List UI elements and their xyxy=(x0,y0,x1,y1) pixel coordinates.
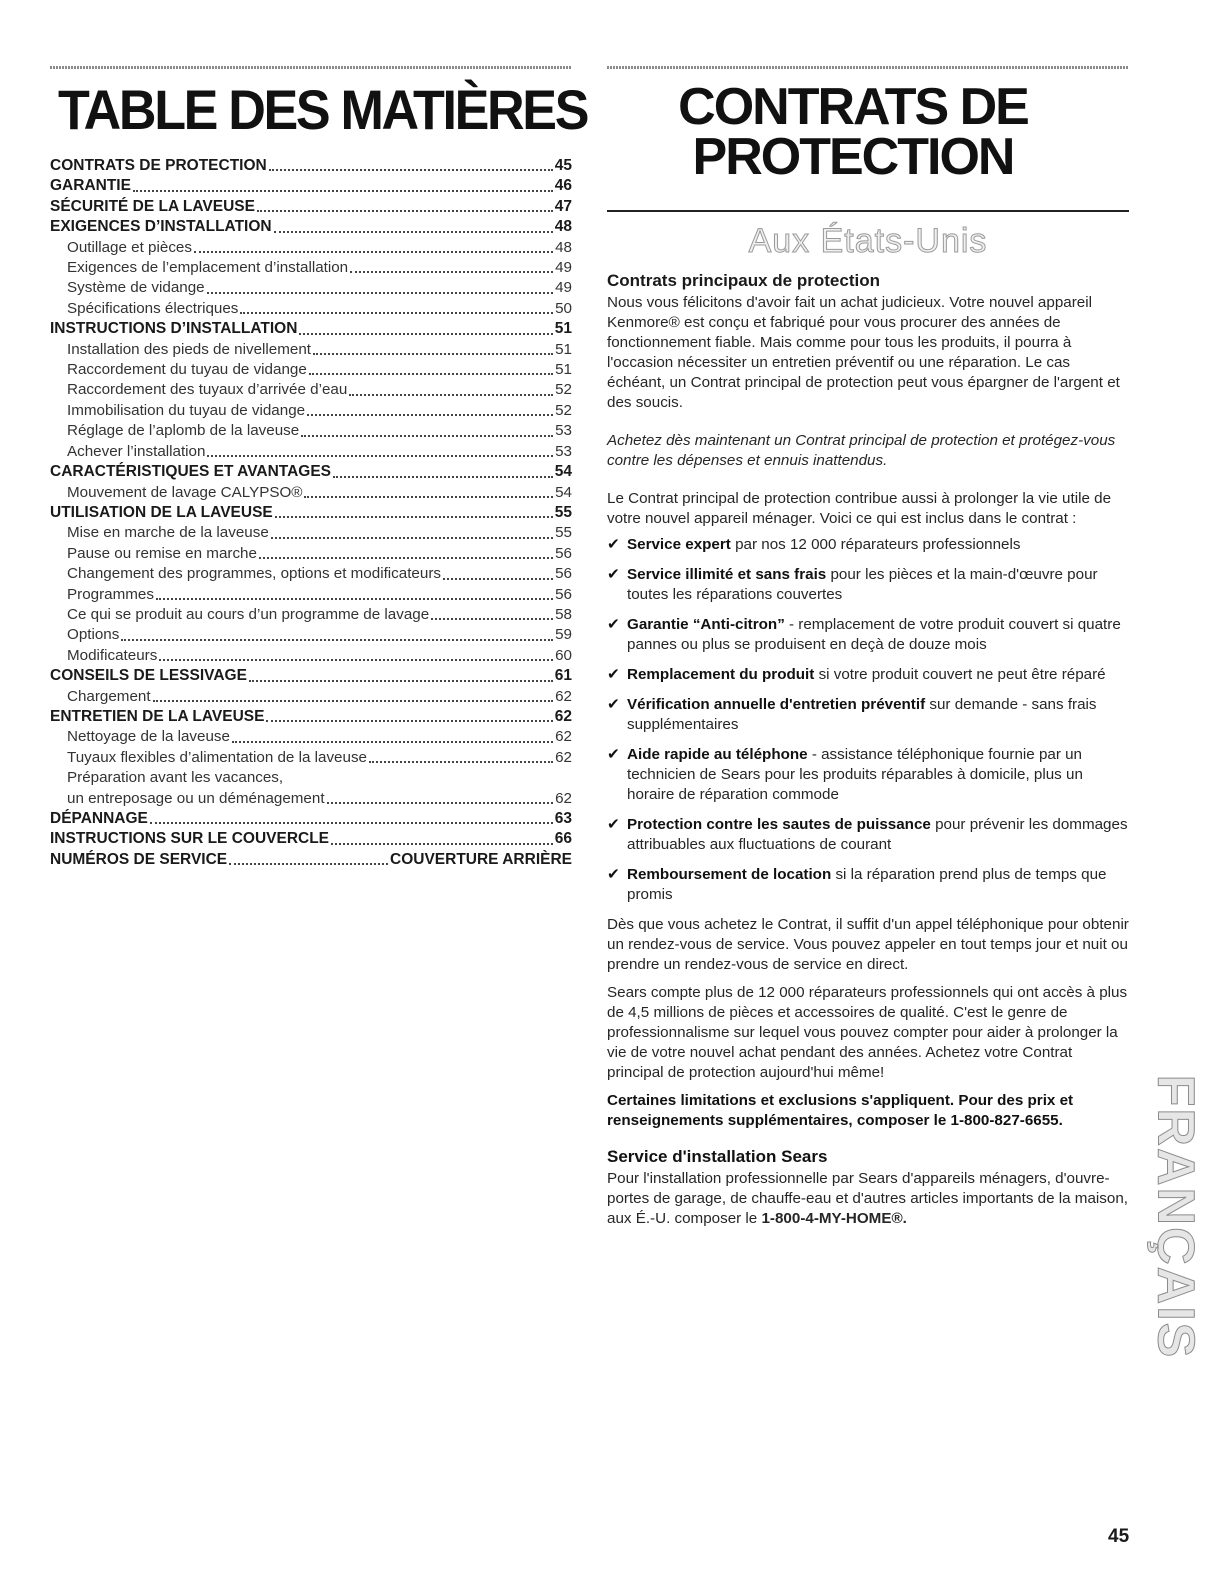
toc-entry xyxy=(50,503,572,523)
benefit-title: Remboursement de location xyxy=(627,866,832,883)
toc-entry-title: CARACTÉRISTIQUES ET AVANTAGES xyxy=(50,463,332,481)
toc-dot-leader xyxy=(307,413,553,416)
toc-dot-leader xyxy=(240,311,553,314)
toc-dot-leader xyxy=(229,862,388,865)
toc-entry-title: Achever l’installation xyxy=(67,442,206,460)
toc-dot-leader xyxy=(274,230,553,233)
toc-entry-page: 61 xyxy=(554,667,572,685)
toc-entry-title: Raccordement du tuyau de vidange xyxy=(67,361,307,379)
toc-entry xyxy=(50,217,572,237)
toc-entry-page: 59 xyxy=(555,626,572,644)
benefit-item xyxy=(607,865,1129,905)
toc-entry xyxy=(50,176,572,196)
toc-dot-leader xyxy=(304,495,553,498)
toc-dot-leader xyxy=(257,209,553,212)
toc-dot-leader xyxy=(207,454,553,457)
benefit-title: Protection contre les sautes de puissance xyxy=(627,816,931,833)
benefit-title: Service illimité et sans frais xyxy=(627,566,827,583)
toc-dot-leader xyxy=(443,577,553,580)
toc-dot-leader xyxy=(133,189,553,192)
checkmark-icon: ✔ xyxy=(607,666,620,683)
checkmark-icon: ✔ xyxy=(607,746,620,763)
benefit-description: pour les pièces et la main-d'œuvre pour toutes les réparations couvertes xyxy=(627,566,1098,603)
toc-entry-page: 50 xyxy=(555,299,572,317)
toc-entry-title: Ce qui se produit au cours d’un programme de lavage xyxy=(67,605,430,623)
toc-entry-page: 62 xyxy=(555,728,572,746)
toc-entry xyxy=(50,258,572,278)
toc-entry xyxy=(50,360,572,380)
toc-entry-title: Immobilisation du tuyau de vidange xyxy=(67,401,306,419)
toc-dot-leader xyxy=(156,597,553,600)
toc-entry-title: Mouvement de lavage CALYPSO® xyxy=(67,483,303,501)
toc-entry-page: 56 xyxy=(555,585,572,603)
toc-entry-page: 45 xyxy=(554,157,572,174)
toc-entry-page: 47 xyxy=(554,197,572,215)
benefit-description: - assistance téléphonique fournie par un technicien de Sears pour les produits réparables à domicile, plus un horaire de réparation commode xyxy=(627,746,1083,803)
table-of-contents-column xyxy=(50,60,588,870)
toc-entry-title: EXIGENCES D’INSTALLATION xyxy=(50,218,272,236)
section-title-line-2: PROTECTION xyxy=(692,128,1014,186)
checkmark-icon: ✔ xyxy=(607,616,620,633)
toc-entry-page: 46 xyxy=(554,177,572,195)
benefit-description: par nos 12 000 réparateurs professionnels xyxy=(730,536,1021,553)
toc-dot-leader xyxy=(266,719,552,722)
toc-entry-page: 62 xyxy=(554,707,572,725)
toc-entry xyxy=(50,442,572,462)
benefit-description: - remplacement de votre produit couvert si quatre pannes ou plus se produisent en deçà de douze mois xyxy=(627,616,1121,653)
benefit-item xyxy=(607,535,1129,555)
toc-entry xyxy=(50,278,572,298)
toc-dot-leader xyxy=(431,617,553,620)
toc-entry-title: INSTRUCTIONS D’INSTALLATION xyxy=(50,320,298,338)
toc-entry xyxy=(50,768,572,788)
toc-entry-title: Réglage de l’aplomb de la laveuse xyxy=(67,422,300,440)
toc-entry xyxy=(50,421,572,441)
toc-entry xyxy=(50,727,572,747)
toc-dot-leader xyxy=(313,352,553,355)
toc-dot-leader xyxy=(259,556,553,559)
toc-dot-leader xyxy=(232,740,553,743)
toc-dot-leader xyxy=(309,372,553,375)
checkmark-icon: ✔ xyxy=(607,566,620,583)
toc-entry xyxy=(50,789,572,809)
toc-entry-page: 56 xyxy=(555,565,572,583)
toc-entry-page: 62 xyxy=(555,789,572,807)
benefit-item xyxy=(607,565,1129,605)
toc-entry-page: 62 xyxy=(555,748,572,766)
toc-entry-title: Exigences de l’emplacement d’installation xyxy=(67,259,349,277)
toc-entry xyxy=(50,380,572,400)
main-contracts-heading: Contrats principaux de protection xyxy=(607,271,880,290)
install-service-heading: Service d'installation Sears xyxy=(607,1147,828,1166)
toc-entry-title: UTILISATION DE LA LAVEUSE xyxy=(50,503,273,521)
toc-entry xyxy=(50,605,572,625)
toc-entry-page: 53 xyxy=(555,442,572,460)
toc-dot-leader xyxy=(150,821,553,824)
toc-entry-page: 48 xyxy=(554,218,572,236)
appointment-paragraph: Dès que vous achetez le Contrat, il suffit d'un appel téléphonique pour obtenir un rendez-vous de service. Vous pouvez appeler en tout temps jour et nuit ou prendre un rendez-vous de service en direct. xyxy=(607,916,1129,973)
included-intro-paragraph: Le Contrat principal de protection contribue aussi à prolonger la vie utile de votre nouvel appareil ménager. Voici ce qui est inclus dans le contrat : xyxy=(607,490,1112,527)
toc-entry-page: 66 xyxy=(554,830,572,848)
toc-entry xyxy=(50,687,572,707)
toc-dot-leader xyxy=(275,515,553,518)
toc-dot-leader xyxy=(207,291,553,294)
toc-dot-leader xyxy=(271,536,553,539)
benefit-title: Service expert xyxy=(627,536,731,553)
toc-dot-leader xyxy=(194,250,553,253)
benefit-item xyxy=(607,615,1129,655)
benefit-description: si votre produit couvert ne peut être réparé xyxy=(814,666,1106,683)
intro-paragraph: Nous vous félicitons d'avoir fait un achat judicieux. Votre nouvel appareil Kenmore® est conçu et fabriqué pour vous procurer des années de fonctionnement fiable. Mais comme pour tous les produits, il pourra à l'occasion nécessiter un entretien préventif ou une réparation. Le cas échéant, un Contrat principal de protection peut vous épargner de l'argent et des soucis. xyxy=(607,294,1120,411)
toc-entry-page: 55 xyxy=(554,503,572,521)
install-service-paragraph xyxy=(607,1169,1129,1229)
toc-entry xyxy=(50,156,572,176)
toc-entry-title: Outillage et pièces xyxy=(67,238,192,256)
toc-entry-title: Installation des pieds de nivellement xyxy=(67,340,311,358)
toc-entry-title: Mise en marche de la laveuse xyxy=(67,524,269,542)
benefit-title: Vérification annuelle d'entretien préventif xyxy=(627,696,926,713)
toc-entry-page: 54 xyxy=(554,463,572,481)
toc-entry-title: Raccordement des tuyaux d’arrivée d’eau xyxy=(67,381,348,399)
toc-entry-title: NUMÉROS DE SERVICE xyxy=(50,850,228,868)
toc-entry xyxy=(50,238,572,258)
checkmark-icon: ✔ xyxy=(607,866,620,883)
toc-entry xyxy=(50,564,572,584)
toc-entry-title: INSTRUCTIONS SUR LE COUVERCLE xyxy=(50,830,330,848)
benefit-description: si la réparation prend plus de temps que promis xyxy=(627,866,1107,903)
toc-entry xyxy=(50,462,572,482)
toc-dot-leader xyxy=(349,393,553,396)
section-title xyxy=(607,78,1129,186)
benefits-list xyxy=(607,535,1129,905)
language-side-tab xyxy=(1146,1074,1205,1360)
section-title-line-1: CONTRATS DE xyxy=(678,78,1028,136)
toc-entry-page: 51 xyxy=(555,361,572,379)
install-phone-number: 1-800-4-MY-HOME®. xyxy=(761,1210,907,1227)
toc-entry xyxy=(50,197,572,217)
toc-entry-title: CONTRATS DE PROTECTION xyxy=(50,157,267,174)
toc-entry xyxy=(50,483,572,503)
checkmark-icon: ✔ xyxy=(607,816,620,833)
toc-dot-leader xyxy=(331,842,553,845)
toc-entry-title: Spécifications électriques xyxy=(67,299,239,317)
toc-entry xyxy=(50,319,572,339)
toc-dot-leader xyxy=(121,638,553,641)
toc-dot-leader xyxy=(153,699,554,702)
toc-entry xyxy=(50,850,572,870)
toc-entry-page: 63 xyxy=(554,810,572,827)
toc-entry-page: 49 xyxy=(555,259,572,277)
toc-entry xyxy=(50,523,572,543)
toc-entry-page: 56 xyxy=(555,544,572,562)
checkmark-icon: ✔ xyxy=(607,536,620,553)
toc-entry-page: 49 xyxy=(555,279,572,297)
toc-entry-page: 55 xyxy=(555,524,572,542)
benefit-title: Aide rapide au téléphone xyxy=(627,746,808,763)
toc-entry-title: Préparation avant les vacances, xyxy=(67,769,284,787)
page-number: 45 xyxy=(1108,1526,1130,1547)
toc-entry xyxy=(50,829,572,849)
region-heading: Aux États-Unis xyxy=(748,222,988,260)
install-service-text: Pour l'installation professionnelle par Sears d'appareils ménagers, d'ouvre-portes de garage, de chauffe-eau et d'autres articles importants de la maison, aux É.-U. composer le xyxy=(607,1170,1128,1227)
checkmark-icon: ✔ xyxy=(607,696,620,713)
benefit-item xyxy=(607,695,1129,735)
toc-entry xyxy=(50,340,572,360)
toc-dot-leader xyxy=(159,658,553,661)
toc-dot-leader xyxy=(249,679,553,682)
protection-contracts-column xyxy=(607,60,1129,1229)
toc-entry-title: un entreposage ou un déménagement xyxy=(67,789,325,807)
toc-entry-page: 51 xyxy=(554,320,572,338)
toc-dot-leader xyxy=(333,475,553,478)
toc-entry-page: 58 xyxy=(555,605,572,623)
toc-entry-title: Changement des programmes, options et modificateurs xyxy=(67,565,441,583)
sears-paragraph: Sears compte plus de 12 000 réparateurs professionnels qui ont accès à plus de 4,5 millions de pièces et accessoires de qualité. C'est le genre de professionnalisme sur lequel vous pouvez compter pour aider à prolonger la vie de votre nouvel achat pendant des années. Achetez votre Contrat principal de protection aujourd'hui même! xyxy=(607,984,1128,1081)
benefit-description: sur demande - sans frais supplémentaires xyxy=(627,696,1097,733)
limitations-paragraph: Certaines limitations et exclusions s'appliquent. Pour des prix et renseignements supplémentaires, composer le 1-800-827-6655. xyxy=(607,1092,1074,1129)
toc-entry-page: 60 xyxy=(555,646,572,664)
title-divider xyxy=(607,210,1129,212)
toc-entry-title: GARANTIE xyxy=(50,177,131,195)
benefit-title: Remplacement du produit xyxy=(627,666,815,683)
toc-entry xyxy=(50,646,572,666)
italic-callout: Achetez dès maintenant un Contrat principal de protection et protégez-vous contre les dépenses et ennuis inattendus. xyxy=(607,432,1116,469)
toc-entry xyxy=(50,707,572,727)
toc-entry xyxy=(50,401,572,421)
toc-entry-title: Options xyxy=(67,626,120,644)
benefit-item xyxy=(607,745,1129,805)
toc-dot-leader xyxy=(301,434,553,437)
toc-entry xyxy=(50,748,572,768)
toc-entry-title: Système de vidange xyxy=(67,279,205,297)
toc-entry-title: ENTRETIEN DE LA LAVEUSE xyxy=(50,707,265,725)
toc-title: TABLE DES MATIÈRES xyxy=(58,78,588,141)
toc-entry xyxy=(50,666,572,686)
toc-entry-page: 52 xyxy=(555,381,572,399)
toc-entry xyxy=(50,544,572,564)
benefit-title: Garantie “Anti-citron” xyxy=(627,616,785,633)
toc-entry-title: Nettoyage de la laveuse xyxy=(67,728,230,746)
toc-entry-title: Tuyaux flexibles d’alimentation de la laveuse xyxy=(67,748,367,766)
benefit-item xyxy=(607,815,1129,855)
toc-dot-leader xyxy=(350,270,553,273)
toc-dot-leader xyxy=(269,168,553,171)
toc-entry xyxy=(50,809,572,829)
toc-entry-page: 53 xyxy=(555,422,572,440)
toc-entry-page: 51 xyxy=(555,340,572,358)
benefit-item xyxy=(607,665,1129,685)
toc-entry-page: COUVERTURE ARRIÈRE xyxy=(390,850,572,868)
toc-dot-leader xyxy=(299,332,552,335)
toc-entry-title: Programmes xyxy=(67,585,154,603)
toc-entry xyxy=(50,585,572,605)
toc-list xyxy=(50,156,572,870)
toc-entry-page: 62 xyxy=(555,687,572,705)
toc-entry xyxy=(50,299,572,319)
toc-entry-title: Modificateurs xyxy=(67,646,158,664)
toc-entry-title: CONSEILS DE LESSIVAGE xyxy=(50,667,247,685)
toc-entry-page: 54 xyxy=(555,483,572,501)
toc-entry-title: Chargement xyxy=(67,687,151,705)
benefit-description: pour prévenir les dommages attribuables aux fluctuations de courant xyxy=(627,816,1128,853)
toc-entry-title: SÉCURITÉ DE LA LAVEUSE xyxy=(50,197,255,215)
toc-entry-page: 52 xyxy=(555,401,572,419)
toc-entry-title: DÉPANNAGE xyxy=(50,810,148,827)
toc-entry xyxy=(50,625,572,645)
language-side-tab-label: FRANÇAIS xyxy=(1146,1074,1205,1360)
toc-entry-page: 48 xyxy=(555,238,572,256)
toc-dot-leader xyxy=(327,801,554,804)
toc-entry-title: Pause ou remise en marche xyxy=(67,544,257,562)
toc-dot-leader xyxy=(369,760,553,763)
